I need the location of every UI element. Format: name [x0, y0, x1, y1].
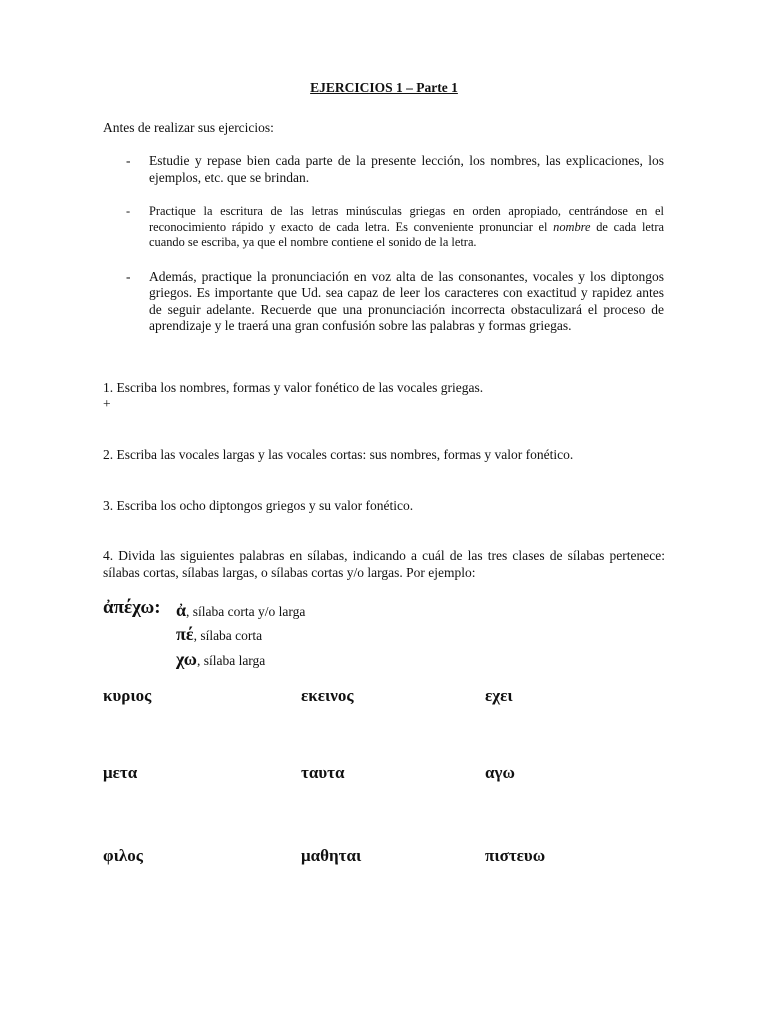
question-4: 4. Divida las siguientes palabras en sílabas, indicando a cuál de las tres clases de sílabas pertenece: sílabas cortas, sílabas largas, o sílabas cortas y/o largas. Por ejemplo: [103, 548, 665, 580]
greek-word: μετα [103, 763, 138, 782]
instruction-text: Estudie y repase bien cada parte de la presente lección, los nombres, las explicaciones, los ejemplos, etc. que se brindan. [149, 153, 664, 185]
example-syllable-row [176, 626, 262, 645]
list-dash: - [126, 268, 131, 284]
example-syllable: πέ [176, 624, 194, 644]
example-syllable-row [176, 602, 305, 621]
greek-word: πιστευω [485, 846, 546, 865]
example-syllable: χω [176, 649, 197, 669]
instruction-list [126, 153, 664, 335]
greek-word: εκεινος [301, 686, 354, 705]
example-syllable-row [176, 651, 265, 670]
example-description: , sílaba corta [193, 628, 263, 643]
instruction-item [126, 269, 664, 335]
example-description: , sílaba larga [196, 653, 266, 668]
list-dash: - [126, 204, 131, 218]
greek-word: φιλος [103, 846, 143, 865]
question-3: 3. Escriba los ocho diptongos griegos y su valor fonético. [103, 498, 414, 513]
greek-word: κυριος [103, 686, 152, 705]
question-2: 2. Escriba las vocales largas y las vocales cortas: sus nombres, formas y valor fonético. [103, 447, 574, 462]
instruction-item [126, 204, 664, 251]
example-description: , sílaba corta y/o larga [186, 604, 306, 619]
instruction-item [126, 153, 664, 186]
greek-word: εχει [485, 686, 513, 705]
greek-word-grid [103, 688, 663, 878]
plus-mark: + [103, 396, 111, 411]
example-word: ἀπέχω: [103, 597, 161, 618]
example-syllable: ἀ [176, 600, 187, 620]
document-title: EJERCICIOS 1 – Parte 1 [310, 80, 458, 95]
emphasis-word: nombre [553, 219, 591, 234]
list-dash: - [126, 153, 131, 168]
greek-word: ταυτα [301, 763, 345, 782]
question-1: 1. Escriba los nombres, formas y valor fonético de las vocales griegas. [103, 380, 484, 395]
greek-word: αγω [485, 763, 515, 782]
greek-word: μαθηται [301, 846, 362, 865]
instruction-text: de cada letra cuando se escriba, ya que el nombre contiene el sonido de la letra. [149, 219, 664, 249]
intro-text: Antes de realizar sus ejercicios: [103, 120, 274, 135]
instruction-text: Además, practique la pronunciación en voz alta de las consonantes, vocales y los diptongos griegos. Es importante que Ud. sea capaz de leer los caracteres con exactitud y rapidez antes de seguir adelante. Recuerde que una pronunciación incorrecta obstaculizará el proceso de aprendizaje y le traerá una gran confusión sobre las palabras y formas griegas. [149, 268, 664, 333]
instruction-text: Practique la escritura de las letras minúsculas griegas en orden apropiado, centrándose en el reconocimiento rápido y exacto de cada letra. Es conveniente pronunciar el [149, 204, 664, 234]
